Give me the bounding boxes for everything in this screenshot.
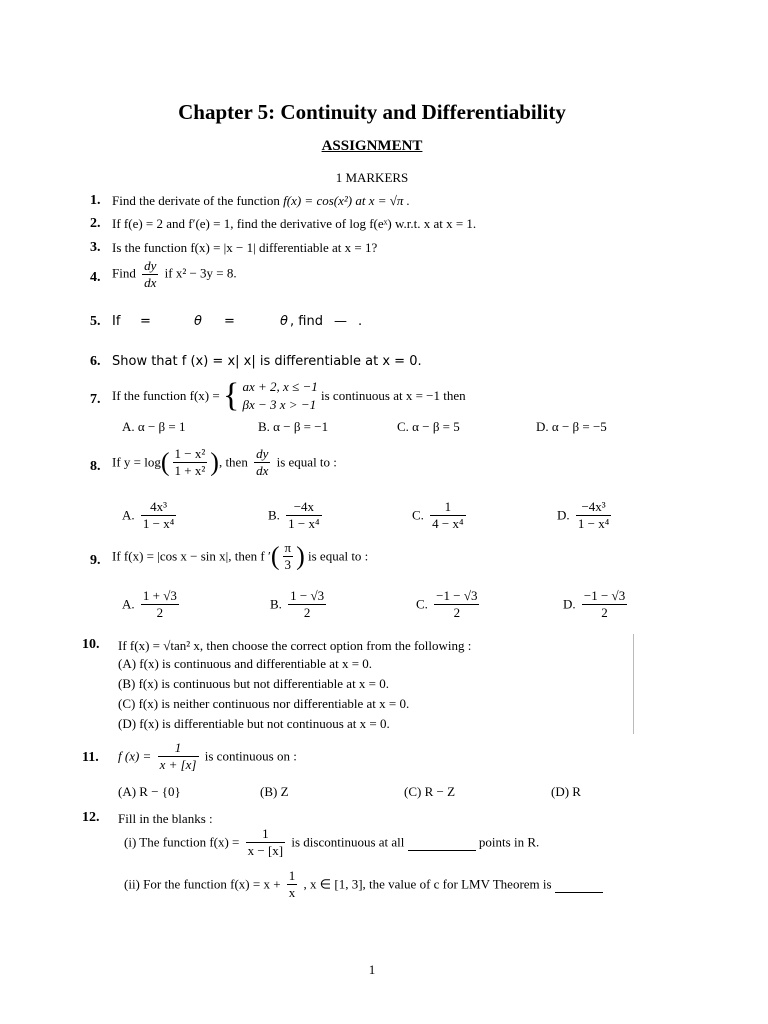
q12-i-blank[interactable]: [408, 834, 476, 851]
q8-log-denominator: 1 + x²: [174, 463, 206, 478]
q3-number: 3.: [90, 240, 101, 255]
q11-frac-numerator: 1: [158, 740, 199, 757]
q8-option-c[interactable]: [412, 499, 469, 532]
q12-ii-pre: (ii) For the function f(x) = x +: [124, 876, 281, 892]
q9-option-a-fraction: [141, 588, 179, 621]
q10-option-b[interactable]: (B) f(x) is continuous but not differentiable at x = 0.: [118, 676, 390, 691]
q11-option-b[interactable]: (B) Z: [260, 784, 289, 799]
q4-frac-numerator: dy: [144, 258, 157, 273]
q7-pre: If the function f(x) =: [112, 388, 220, 403]
q9-option-c[interactable]: [416, 588, 482, 621]
q12-ii-denominator: x: [288, 885, 296, 900]
q8-option-a-fraction: [141, 499, 176, 532]
q9-option-d-denominator: 2: [601, 605, 608, 620]
q9-post: is equal to :: [308, 548, 369, 564]
q8-option-c-denominator: 4 − x⁴: [432, 516, 464, 531]
q4-condition: if x² − 3y = 8.: [164, 265, 237, 281]
q8-deriv-numerator: dy: [256, 446, 269, 461]
q8-text: [112, 446, 337, 479]
q11-number: 11.: [82, 750, 99, 765]
q9-left-paren: (: [270, 541, 280, 571]
q9-option-b-denominator: 2: [303, 605, 311, 620]
q6-text: Show that f (x) = x| x| is differentiable at x = 0.: [112, 354, 422, 369]
q8-option-c-label: C.: [412, 507, 424, 523]
q12-ii-blank[interactable]: [555, 876, 603, 893]
q7-option-a[interactable]: A. α − β = 1: [122, 419, 186, 434]
q9-arg-denominator: 3: [284, 557, 292, 572]
q8-option-a-numerator: 4x³: [141, 499, 176, 516]
q11-option-a[interactable]: (A) R − {0}: [118, 784, 181, 799]
q12-ii-numerator: 1: [288, 868, 296, 883]
page-title: Chapter 5: Continuity and Differentiability: [178, 100, 566, 124]
q1-text-pre: Find the derivate of the function: [112, 193, 284, 208]
q10-option-a[interactable]: (A) f(x) is continuous and differentiable at x = 0.: [118, 656, 373, 671]
q5-number: 5.: [90, 314, 101, 329]
q8-option-d-numerator: −4x³: [576, 499, 611, 516]
q9-option-d-label: D.: [563, 596, 576, 612]
q12-part-ii: [124, 868, 603, 901]
q9-option-b-fraction: [288, 588, 326, 621]
q8-option-d-fraction: [576, 499, 611, 532]
q2-number: 2.: [90, 216, 101, 231]
q7-post: is continuous at x = −1 then: [321, 388, 466, 403]
q8-option-b-numerator: −4x: [286, 499, 321, 516]
q8-option-d-denominator: 1 − x⁴: [577, 516, 610, 531]
q9-option-b[interactable]: [270, 588, 329, 621]
q9-number: 9.: [90, 553, 101, 568]
q8-right-paren: ): [210, 447, 219, 477]
q4-derivative-fraction: [142, 258, 158, 291]
q9-argument-fraction: [283, 540, 294, 573]
q9-arg-numerator: π: [284, 540, 292, 555]
q9-text: [112, 540, 368, 573]
q8-deriv-denominator: dx: [256, 463, 269, 478]
q8-left-paren: (: [160, 447, 170, 477]
section-heading: 1 MARKERS: [335, 170, 409, 185]
q4-find: Find: [112, 265, 136, 281]
q8-pre: If y = log: [112, 454, 161, 470]
q5-period: .: [358, 314, 363, 329]
q12-ii-post: , x ∈ [1, 3], the value of c for LMV Theorem is: [303, 876, 552, 892]
q1-function: f(x) = cos(x²) at x = √π .: [283, 193, 410, 208]
q8-option-c-numerator: 1: [430, 499, 465, 516]
q1-text: [112, 193, 410, 209]
q7-number: 7.: [90, 392, 101, 407]
q12-i-post: points in R.: [478, 834, 540, 850]
q8-option-b-denominator: 1 − x⁴: [288, 516, 320, 531]
q10-option-d[interactable]: (D) f(x) is differentiable but not continuous at x = 0.: [118, 716, 390, 731]
q8-option-a-denominator: 1 − x⁴: [142, 516, 175, 531]
q8-option-c-fraction: [430, 499, 465, 532]
q10-option-c[interactable]: (C) f(x) is neither continuous nor differentiable at x = 0.: [118, 696, 410, 711]
q5-equals-1: =: [140, 314, 151, 329]
q7-text: [112, 378, 466, 414]
q12-part-i: [124, 826, 539, 859]
q11-fraction: [158, 740, 199, 773]
q8-option-a-label: A.: [122, 507, 135, 523]
q8-option-d-label: D.: [557, 507, 570, 523]
q9-option-c-label: C.: [416, 596, 428, 612]
q7-brace: {: [222, 377, 240, 414]
q10-text: If f(x) = √tan² x, then choose the correct option from the following :: [118, 638, 472, 653]
q5-theta-2: θ: [280, 314, 288, 329]
q5-find: , find: [290, 314, 323, 329]
q8-option-b-fraction: [286, 499, 321, 532]
q5-text: [112, 314, 372, 334]
q7-option-c[interactable]: C. α − β = 5: [397, 419, 460, 434]
q11-lhs: f (x) =: [118, 748, 152, 764]
q12-i-denominator: x − [x]: [247, 843, 284, 858]
q11-option-d[interactable]: (D) R: [551, 784, 581, 799]
q8-option-b-label: B.: [268, 507, 280, 523]
q9-option-c-denominator: 2: [453, 605, 461, 620]
assignment-heading: ASSIGNMENT: [321, 138, 423, 154]
q10-number: 10.: [82, 637, 100, 652]
q12-i-fraction: [246, 826, 286, 859]
q9-option-a-denominator: 2: [156, 605, 164, 620]
q7-case-1: ax + 2, x ≤ −1: [242, 379, 318, 394]
q5-if: If: [112, 314, 121, 329]
q8-number: 8.: [90, 459, 101, 474]
q9-option-a-label: A.: [122, 596, 135, 612]
q8-option-b[interactable]: [268, 499, 325, 532]
q7-cases: [243, 378, 318, 414]
q8-option-d[interactable]: [557, 499, 614, 532]
q8-option-a[interactable]: [122, 499, 179, 532]
q12-ii-fraction: [287, 868, 298, 901]
q12-i-mid: is discontinuous at all: [291, 834, 405, 850]
q4-frac-denominator: dx: [144, 275, 157, 290]
q9-option-d[interactable]: [563, 588, 630, 621]
q12-text: Fill in the blanks :: [118, 811, 213, 826]
q3-text: Is the function f(x) = |x − 1| differentiable at x = 1?: [112, 240, 378, 255]
q11-option-c[interactable]: (C) R − Z: [404, 784, 456, 799]
q9-option-d-numerator: −1 − √3: [583, 588, 626, 603]
q7-option-b[interactable]: B. α − β = −1: [258, 419, 329, 434]
q2-text: If f(e) = 2 and f′(e) = 1, find the derivative of log f(eˣ) w.r.t. x at x = 1.: [112, 216, 477, 231]
q4-text: [112, 258, 237, 291]
q9-option-c-numerator: −1 − √3: [436, 588, 478, 603]
q9-option-a-numerator: 1 + √3: [142, 588, 177, 603]
q12-number: 12.: [82, 810, 100, 825]
q7-option-d[interactable]: D. α − β = −5: [536, 419, 607, 434]
q9-option-d-fraction: [582, 588, 627, 621]
q6-number: 6.: [90, 354, 101, 369]
q5-equals-2: =: [224, 314, 235, 329]
right-margin-line: [633, 634, 634, 734]
q1-number: 1.: [90, 193, 101, 208]
q8-post: is equal to :: [276, 454, 337, 470]
q9-right-paren: ): [296, 541, 305, 571]
q5-dash: —: [334, 314, 347, 329]
page-number: 1: [368, 962, 376, 977]
q11-text: [118, 740, 297, 773]
q8-derivative-fraction: [254, 446, 270, 479]
q8-log-numerator: 1 − x²: [174, 446, 206, 461]
q8-mid: , then: [218, 454, 248, 470]
q11-frac-denominator: x + [x]: [159, 757, 197, 772]
q7-case-2: βx − 3 x > −1: [242, 397, 317, 412]
q12-i-numerator: 1: [246, 826, 286, 843]
q5-theta-1: θ: [194, 314, 202, 329]
q9-option-b-label: B.: [270, 596, 282, 612]
q8-log-fraction: [173, 446, 208, 479]
q4-number: 4.: [90, 270, 101, 285]
q11-post: is continuous on :: [204, 748, 297, 764]
q9-pre: If f(x) = |cos x − sin x|, then f ′: [112, 548, 271, 564]
q9-option-a[interactable]: [122, 588, 182, 621]
q9-option-c-fraction: [434, 588, 479, 621]
q12-i-pre: (i) The function f(x) =: [124, 834, 240, 850]
q9-option-b-numerator: 1 − √3: [290, 588, 325, 603]
